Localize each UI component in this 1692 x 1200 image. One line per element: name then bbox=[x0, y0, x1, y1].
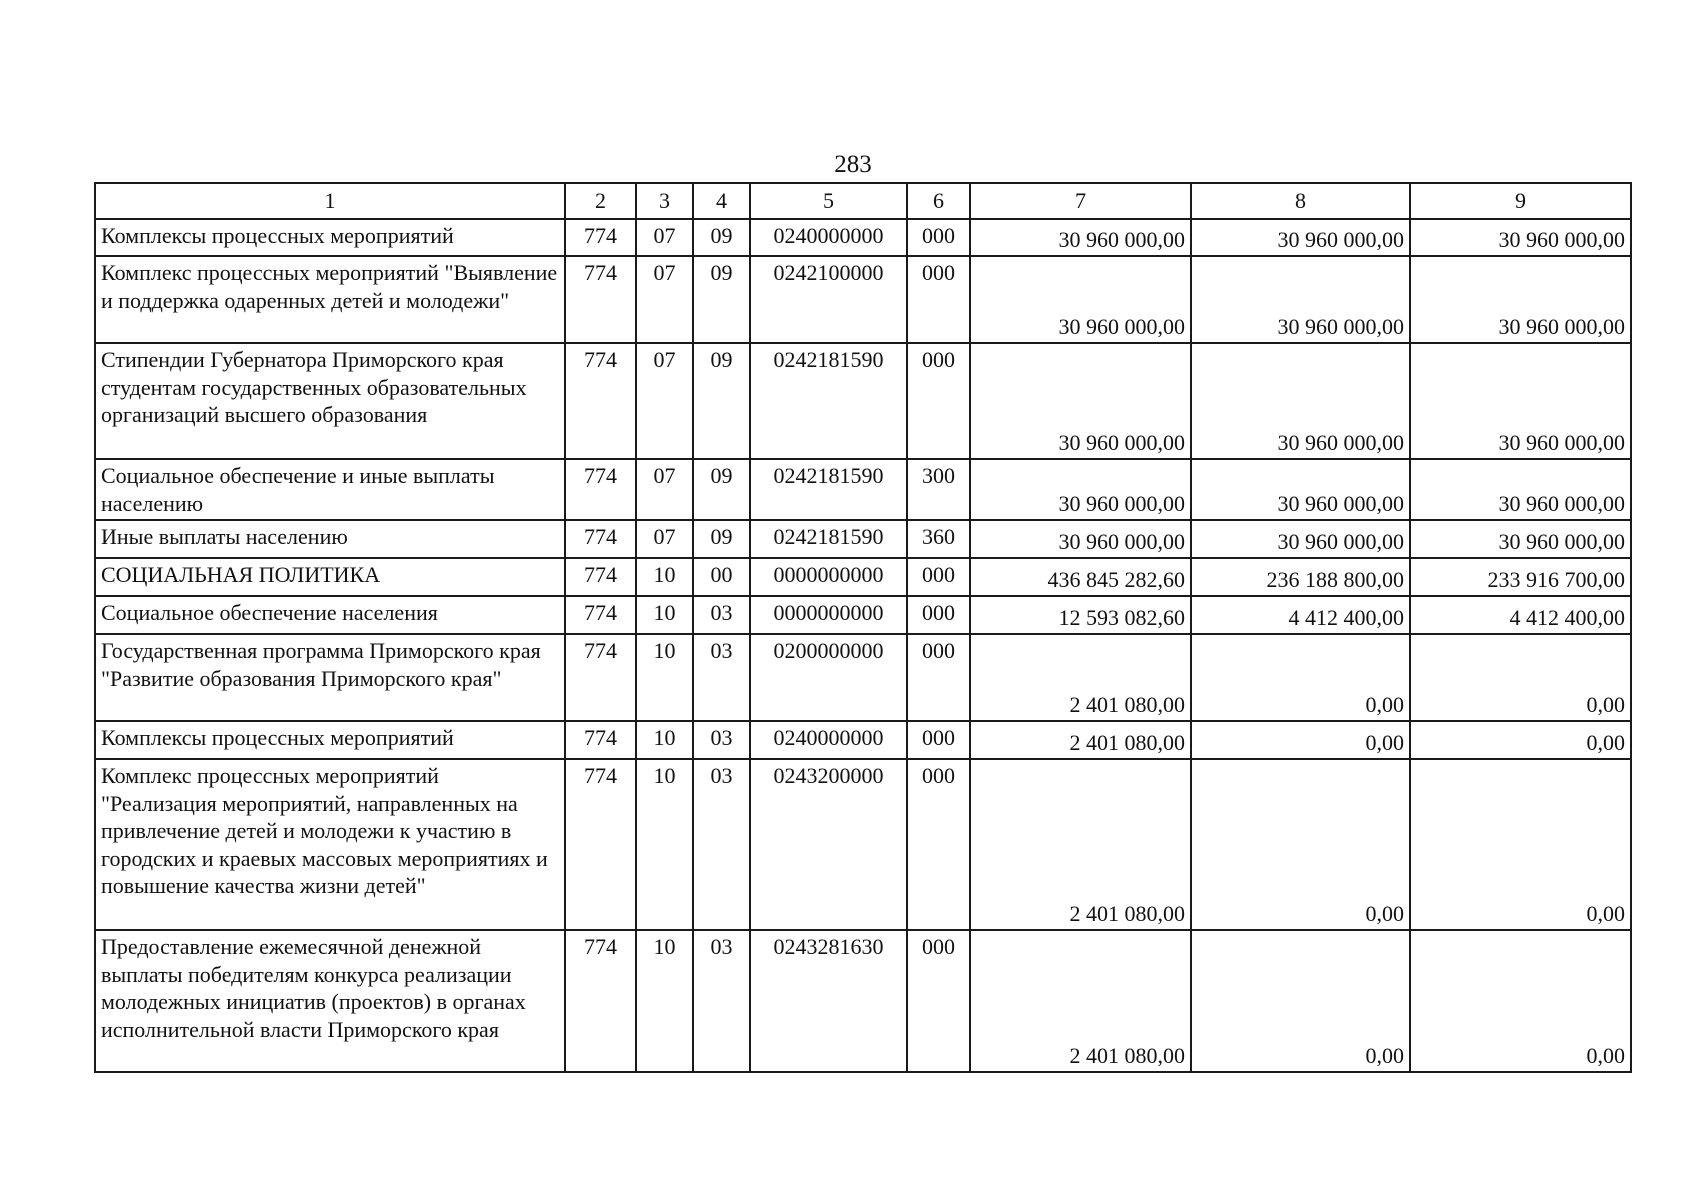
admin-code-cell: 774 bbox=[565, 930, 636, 1072]
amount-col7-cell: 30 960 000,00 bbox=[970, 520, 1191, 558]
header-row bbox=[95, 183, 1631, 219]
target-article-cell: 0242181590 bbox=[750, 343, 907, 459]
column-header: 3 bbox=[636, 183, 693, 219]
expense-type-cell: 000 bbox=[907, 219, 970, 256]
amount-col8-cell: 0,00 bbox=[1191, 930, 1410, 1072]
section-cell: 10 bbox=[636, 596, 693, 634]
subsection-cell: 09 bbox=[693, 219, 750, 256]
column-header: 6 bbox=[907, 183, 970, 219]
target-article-cell: 0000000000 bbox=[750, 596, 907, 634]
amount-col9-cell: 30 960 000,00 bbox=[1410, 343, 1631, 459]
subsection-cell: 03 bbox=[693, 634, 750, 721]
admin-code-cell: 774 bbox=[565, 343, 636, 459]
table-row bbox=[95, 459, 1631, 520]
amount-col7-cell: 12 593 082,60 bbox=[970, 596, 1191, 634]
column-header: 8 bbox=[1191, 183, 1410, 219]
amount-col7-cell: 30 960 000,00 bbox=[970, 459, 1191, 520]
table-row bbox=[95, 558, 1631, 596]
target-article-cell: 0000000000 bbox=[750, 558, 907, 596]
amount-col9-cell: 0,00 bbox=[1410, 759, 1631, 930]
section-cell: 07 bbox=[636, 256, 693, 343]
page-number: 283 bbox=[834, 151, 872, 178]
table-row bbox=[95, 520, 1631, 558]
table-row bbox=[95, 343, 1631, 459]
column-header: 9 bbox=[1410, 183, 1631, 219]
admin-code-cell: 774 bbox=[565, 634, 636, 721]
table-row bbox=[95, 721, 1631, 759]
target-article-cell: 0200000000 bbox=[750, 634, 907, 721]
table-row bbox=[95, 596, 1631, 634]
expense-type-cell: 000 bbox=[907, 759, 970, 930]
section-cell: 07 bbox=[636, 343, 693, 459]
row-name-cell: Комплекс процессных мероприятий "Реализация мероприятий, направленных на привлечение детей и молодежи к участию в городских и краевых массовых мероприятиях и повышение качества жизни детей" bbox=[95, 759, 565, 930]
subsection-cell: 09 bbox=[693, 459, 750, 520]
amount-col8-cell: 30 960 000,00 bbox=[1191, 459, 1410, 520]
table-body bbox=[95, 219, 1631, 1072]
section-cell: 10 bbox=[636, 558, 693, 596]
admin-code-cell: 774 bbox=[565, 721, 636, 759]
amount-col9-cell: 4 412 400,00 bbox=[1410, 596, 1631, 634]
section-cell: 10 bbox=[636, 930, 693, 1072]
table-row bbox=[95, 930, 1631, 1072]
amount-col9-cell: 233 916 700,00 bbox=[1410, 558, 1631, 596]
amount-col9-cell: 0,00 bbox=[1410, 930, 1631, 1072]
subsection-cell: 03 bbox=[693, 721, 750, 759]
subsection-cell: 00 bbox=[693, 558, 750, 596]
column-header: 7 bbox=[970, 183, 1191, 219]
amount-col8-cell: 4 412 400,00 bbox=[1191, 596, 1410, 634]
row-name-cell: Комплексы процессных мероприятий bbox=[95, 721, 565, 759]
target-article-cell: 0242100000 bbox=[750, 256, 907, 343]
amount-col8-cell: 30 960 000,00 bbox=[1191, 343, 1410, 459]
admin-code-cell: 774 bbox=[565, 520, 636, 558]
admin-code-cell: 774 bbox=[565, 596, 636, 634]
amount-col8-cell: 0,00 bbox=[1191, 759, 1410, 930]
admin-code-cell: 774 bbox=[565, 558, 636, 596]
row-name-cell: Комплекс процессных мероприятий "Выявление и поддержка одаренных детей и молодежи" bbox=[95, 256, 565, 343]
subsection-cell: 09 bbox=[693, 343, 750, 459]
expense-type-cell: 000 bbox=[907, 930, 970, 1072]
section-cell: 10 bbox=[636, 634, 693, 721]
amount-col7-cell: 2 401 080,00 bbox=[970, 721, 1191, 759]
column-header: 1 bbox=[95, 183, 565, 219]
section-cell: 07 bbox=[636, 219, 693, 256]
amount-col9-cell: 30 960 000,00 bbox=[1410, 219, 1631, 256]
target-article-cell: 0240000000 bbox=[750, 219, 907, 256]
column-header: 5 bbox=[750, 183, 907, 219]
subsection-cell: 03 bbox=[693, 596, 750, 634]
amount-col7-cell: 30 960 000,00 bbox=[970, 219, 1191, 256]
amount-col9-cell: 0,00 bbox=[1410, 634, 1631, 721]
amount-col7-cell: 30 960 000,00 bbox=[970, 343, 1191, 459]
amount-col8-cell: 30 960 000,00 bbox=[1191, 219, 1410, 256]
amount-col7-cell: 436 845 282,60 bbox=[970, 558, 1191, 596]
amount-col7-cell: 30 960 000,00 bbox=[970, 256, 1191, 343]
amount-col8-cell: 30 960 000,00 bbox=[1191, 520, 1410, 558]
table-row bbox=[95, 634, 1631, 721]
admin-code-cell: 774 bbox=[565, 759, 636, 930]
column-header: 2 bbox=[565, 183, 636, 219]
subsection-cell: 03 bbox=[693, 930, 750, 1072]
row-name-cell: Стипендии Губернатора Приморского края студентам государственных образовательных организаций высшего образования bbox=[95, 343, 565, 459]
row-name-cell: Предоставление ежемесячной денежной выплаты победителям конкурса реализации молодежных инициатив (проектов) в органах исполнительной власти Приморского края bbox=[95, 930, 565, 1072]
expense-type-cell: 000 bbox=[907, 596, 970, 634]
table-row bbox=[95, 759, 1631, 930]
table-row bbox=[95, 256, 1631, 343]
target-article-cell: 0242181590 bbox=[750, 520, 907, 558]
amount-col7-cell: 2 401 080,00 bbox=[970, 634, 1191, 721]
expense-type-cell: 000 bbox=[907, 256, 970, 343]
expense-type-cell: 000 bbox=[907, 634, 970, 721]
row-name-cell: Государственная программа Приморского края "Развитие образования Приморского края" bbox=[95, 634, 565, 721]
expense-type-cell: 360 bbox=[907, 520, 970, 558]
target-article-cell: 0243200000 bbox=[750, 759, 907, 930]
amount-col8-cell: 236 188 800,00 bbox=[1191, 558, 1410, 596]
amount-col9-cell: 30 960 000,00 bbox=[1410, 520, 1631, 558]
section-cell: 07 bbox=[636, 520, 693, 558]
table-row bbox=[95, 219, 1631, 256]
section-cell: 10 bbox=[636, 721, 693, 759]
admin-code-cell: 774 bbox=[565, 219, 636, 256]
row-name-cell: Иные выплаты населению bbox=[95, 520, 565, 558]
section-cell: 07 bbox=[636, 459, 693, 520]
target-article-cell: 0240000000 bbox=[750, 721, 907, 759]
amount-col9-cell: 30 960 000,00 bbox=[1410, 256, 1631, 343]
target-article-cell: 0243281630 bbox=[750, 930, 907, 1072]
amount-col7-cell: 2 401 080,00 bbox=[970, 759, 1191, 930]
row-name-cell: Социальное обеспечение населения bbox=[95, 596, 565, 634]
admin-code-cell: 774 bbox=[565, 256, 636, 343]
amount-col8-cell: 0,00 bbox=[1191, 634, 1410, 721]
row-name-cell: СОЦИАЛЬНАЯ ПОЛИТИКА bbox=[95, 558, 565, 596]
table-header bbox=[95, 183, 1631, 219]
subsection-cell: 03 bbox=[693, 759, 750, 930]
row-name-cell: Комплексы процессных мероприятий bbox=[95, 219, 565, 256]
amount-col9-cell: 30 960 000,00 bbox=[1410, 459, 1631, 520]
expense-type-cell: 000 bbox=[907, 721, 970, 759]
subsection-cell: 09 bbox=[693, 520, 750, 558]
amount-col9-cell: 0,00 bbox=[1410, 721, 1631, 759]
row-name-cell: Социальное обеспечение и иные выплаты населению bbox=[95, 459, 565, 520]
budget-table bbox=[94, 182, 1632, 1073]
amount-col8-cell: 0,00 bbox=[1191, 721, 1410, 759]
expense-type-cell: 300 bbox=[907, 459, 970, 520]
amount-col7-cell: 2 401 080,00 bbox=[970, 930, 1191, 1072]
section-cell: 10 bbox=[636, 759, 693, 930]
admin-code-cell: 774 bbox=[565, 459, 636, 520]
target-article-cell: 0242181590 bbox=[750, 459, 907, 520]
expense-type-cell: 000 bbox=[907, 558, 970, 596]
subsection-cell: 09 bbox=[693, 256, 750, 343]
expense-type-cell: 000 bbox=[907, 343, 970, 459]
column-header: 4 bbox=[693, 183, 750, 219]
amount-col8-cell: 30 960 000,00 bbox=[1191, 256, 1410, 343]
